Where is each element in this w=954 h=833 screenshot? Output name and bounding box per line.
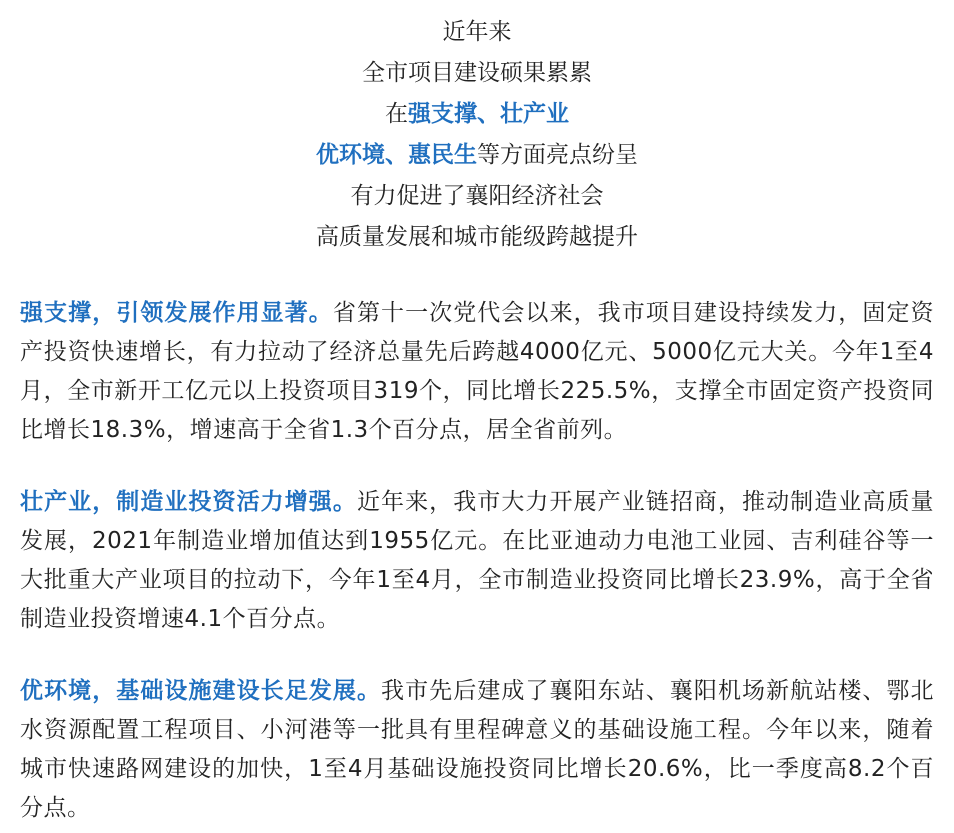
paragraph-body: 近年来，我市大力开展产业链招商，推动制造业高质量发展，2021年制造业增加值达到1955亿元。在比亚迪动力电池工业园、吉利硅谷等一大批重大产业项目的拉动下，今年1至4月，全市制造业投资同比增长23.9%，高于全省制造业投资增速4.1个百分点。 (20, 489, 935, 632)
intro-line-4-suffix: 等方面亮点纷呈 (477, 142, 638, 168)
paragraph-lead: 强支撑，引领发展作用显著。 (20, 300, 333, 326)
paragraph-body: 我市先后建成了襄阳东站、襄阳机场新航站楼、鄂北水资源配置工程项目、小河港等一批具有里程碑意义的基础设施工程。今年以来，随着城市快速路网建设的加快，1至4月基础设施投资同比增长20.6%，比一季度高8.2个百分点。 (20, 678, 935, 821)
intro-line-5: 有力促进了襄阳经济社会 (350, 183, 604, 209)
intro-line-6: 高质量发展和城市能级跨越提升 (316, 224, 638, 250)
intro-line-2: 全市项目建设硕果累累 (362, 60, 592, 86)
paragraph-industry (20, 483, 934, 639)
paragraph-body: 省第十一次党代会以来，我市项目建设持续发力，固定资产投资快速增长，有力拉动了经济总量先后跨越4000亿元、5000亿元大关。今年1至4月，全市新开工亿元以上投资项目319个，同比增长225.5%，支撑全市固定资产投资同比增长18.3%，增速高于全省1.3个百分点，居全省前列。 (20, 300, 935, 443)
intro-line-1: 近年来 (442, 19, 512, 45)
paragraph-strong-support (20, 294, 934, 450)
intro-line-3-highlight: 强支撑、壮产业 (408, 101, 569, 127)
intro-line-3 (20, 94, 934, 135)
paragraph-environment (20, 672, 934, 828)
intro-line-4-highlight: 优环境、惠民生 (316, 142, 477, 168)
intro-line-3-prefix: 在 (385, 101, 408, 127)
paragraph-lead: 壮产业，制造业投资活力增强。 (20, 489, 357, 515)
intro-block (20, 12, 934, 258)
paragraph-lead: 优环境，基础设施建设长足发展。 (20, 678, 382, 704)
intro-line-4 (20, 135, 934, 176)
